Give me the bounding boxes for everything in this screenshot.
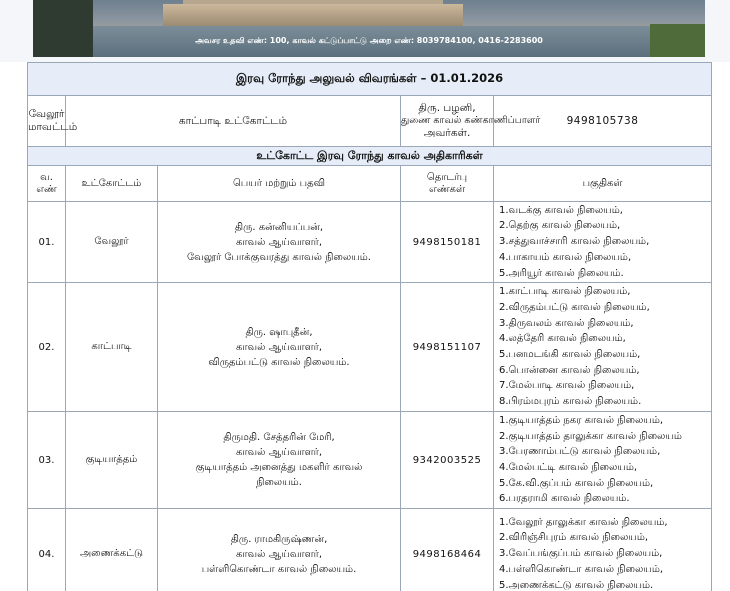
officer-designation: காவல் ஆய்வாளர், — [235, 236, 323, 248]
area-item: 3.திருவலம் காவல் நிலையம், — [499, 317, 634, 329]
fort-wall — [163, 4, 463, 26]
dsp-phone: 9498105738 — [494, 96, 712, 147]
officer-designation: காவல் ஆய்வாளர், — [235, 548, 323, 560]
area-item: 4.பள்ளிகொண்டா காவல் நிலையம், — [499, 563, 664, 575]
area-item: 1.வடக்கு காவல் நிலையம், — [499, 204, 623, 216]
dsp-designation: துணை காவல் கண்காணிப்பாளர் — [401, 115, 541, 126]
patrol-table-wrapper — [27, 62, 711, 591]
district-label-text: வேலூர் மாவட்டம் — [28, 108, 78, 133]
tree-left — [33, 0, 93, 57]
officer-station: விருதம்பட்டு காவல் நிலையம். — [208, 356, 350, 368]
document-title: இரவு ரோந்து அலுவல் விவரங்கள் – 01.01.2026 — [28, 63, 712, 96]
district-label — [28, 96, 78, 147]
emergency-contact-text: அவசர உதவி எண்: 100, காவல் கட்டுப்பாட்டு அறை எண்: 8039784100, 0416-2283600 — [195, 36, 543, 45]
header-banner — [0, 0, 730, 62]
row-areas — [494, 412, 712, 509]
header-contact-line2: எண்கள் — [429, 183, 465, 195]
officer-station: வேலூர் போக்குவரத்து காவல் நிலையம். — [187, 251, 371, 263]
officer-station: குடியாத்தம் அனைத்து மகளிர் காவல் — [195, 462, 363, 473]
dsp-officer — [401, 96, 541, 147]
column-header-row — [28, 166, 712, 202]
officer-station: பள்ளிகொண்டா காவல் நிலையம். — [201, 563, 357, 575]
row-officer — [158, 412, 401, 509]
row-phone: 9498151107 — [401, 283, 494, 412]
row-subdivision: வேலூர் — [66, 202, 158, 283]
row-subdivision: அணைக்கட்டு — [66, 509, 158, 591]
area-item: 2.குடியாத்தம் தாலுக்கா காவல் நிலையம் — [499, 430, 682, 442]
row-phone: 9498168464 — [401, 509, 494, 591]
subdivision-name: காட்பாடி உட்கோட்டம் — [66, 96, 401, 147]
header-subdivision: உட்கோட்டம் — [66, 166, 158, 202]
header-sno-line2: எண் — [36, 183, 57, 195]
row-areas — [494, 509, 712, 591]
row-sno: 03. — [28, 412, 66, 509]
area-item: 4.லத்தேரி காவல் நிலையம், — [499, 333, 626, 345]
area-item: 6.பொன்னை காவல் நிலையம், — [499, 364, 640, 376]
table-row — [28, 202, 712, 283]
header-contact — [401, 166, 494, 202]
row-areas — [494, 202, 712, 283]
area-item: 5.கே.வி.குப்பம் காவல் நிலையம், — [499, 477, 654, 489]
row-sno: 02. — [28, 283, 66, 412]
area-item: 1.குடியாத்தம் நகர காவல் நிலையம், — [499, 414, 664, 426]
area-item: 2.தெற்கு காவல் நிலையம், — [499, 220, 621, 232]
area-item: 7.மேல்பாடி காவல் நிலையம், — [499, 380, 635, 392]
table-row — [28, 509, 712, 591]
row-officer — [158, 509, 401, 591]
row-officer — [158, 283, 401, 412]
area-item: 8.பிரம்மபுரம் காவல் நிலையம். — [499, 396, 642, 408]
area-item: 6.பரதராமி காவல் நிலையம். — [499, 493, 630, 505]
row-phone: 9498150181 — [401, 202, 494, 283]
fort-photo — [33, 0, 705, 57]
dsp-name: திரு. பழனி, — [418, 102, 476, 114]
area-item: 5.அணைக்கட்டு காவல் நிலையம். — [499, 579, 654, 591]
area-item: 4.பாகாயம் காவல் நிலையம், — [499, 251, 632, 263]
area-item: 5.பனமடங்கி காவல் நிலையம், — [499, 349, 641, 360]
row-subdivision: காட்பாடி — [66, 283, 158, 412]
row-areas — [494, 283, 712, 412]
area-item: 4.மேல்பட்டி காவல் நிலையம், — [499, 462, 638, 473]
header-sno — [28, 166, 66, 202]
officer-info-row — [28, 96, 712, 147]
title-row — [28, 63, 712, 96]
header-areas: பகுதிகள் — [494, 166, 712, 202]
table-row — [28, 283, 712, 412]
header-name: பெயர் மற்றும் பதவி — [158, 166, 401, 202]
area-item: 5.அரியூர் காவல் நிலையம். — [499, 267, 624, 279]
row-sno: 01. — [28, 202, 66, 283]
officer-designation: காவல் ஆய்வாளர், — [235, 447, 323, 458]
area-item: 1.வேலூர் தாலுக்கா காவல் நிலையம், — [499, 516, 668, 528]
officer-name: திருமதி. சேத்தரின் மேரி, — [223, 432, 335, 443]
header-contact-line1: தொடர்பு — [426, 171, 468, 183]
section-title-row — [28, 147, 712, 166]
officer-name: திரு. ராமகிருஷ்ணன், — [230, 533, 328, 545]
row-sno: 04. — [28, 509, 66, 591]
officer-station-cont: நிலையம். — [256, 477, 302, 488]
header-sno-line1: வ. — [40, 171, 53, 183]
row-phone: 9342003525 — [401, 412, 494, 509]
patrol-table — [27, 62, 712, 591]
area-item: 2.விருதம்பட்டு காவல் நிலையம், — [499, 301, 650, 313]
area-item: 2.விரிஞ்சிபுரம் காவல் நிலையம், — [499, 532, 649, 544]
table-row — [28, 412, 712, 509]
area-item: 3.வேப்பங்குப்பம் காவல் நிலையம், — [499, 548, 663, 560]
area-item: 3.பேரணாம்பட்டு காவல் நிலையம், — [499, 446, 661, 458]
section-title: உட்கோட்ட இரவு ரோந்து காவல் அதிகாரிகள் — [28, 147, 712, 166]
officer-name: திரு. ஷாபுதீன், — [245, 326, 313, 338]
row-officer — [158, 202, 401, 283]
officer-name: திரு. கன்னியப்பன், — [234, 221, 324, 233]
area-item: 1.காட்பாடி காவல் நிலையம், — [499, 286, 631, 298]
officer-designation: காவல் ஆய்வாளர், — [235, 341, 323, 353]
dsp-honorific: அவர்கள். — [423, 127, 471, 139]
row-subdivision: குடியாத்தம் — [66, 412, 158, 509]
area-item: 3.சத்துவாச்சாரி காவல் நிலையம், — [499, 236, 650, 248]
